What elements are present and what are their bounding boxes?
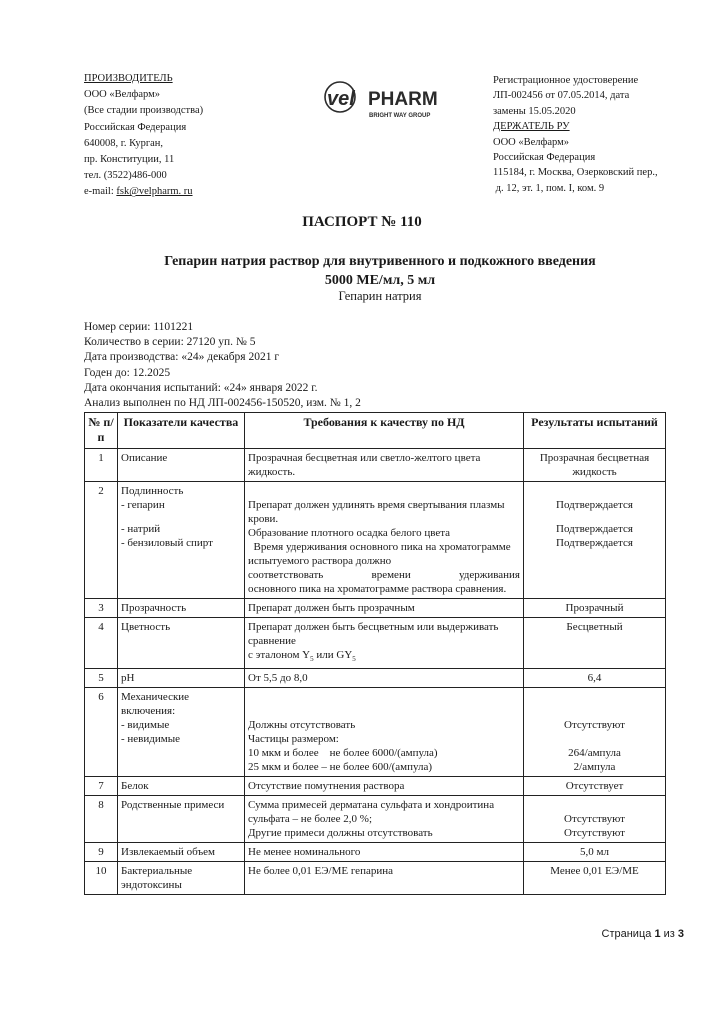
requirement-text: 25 мкм и более – не более 600/(ампула)	[248, 761, 433, 774]
velpharm-logo	[318, 78, 468, 124]
logo-subtitle: BRIGHT WAY GROUP	[369, 113, 431, 119]
row-result: Отсутствует	[524, 777, 666, 796]
holder-line: ООО «Велфарм»	[493, 136, 569, 148]
drug-name: Гепарин натрия раствор для внутривенного и подкожного введения 5000 МЕ/мл, 5 мл	[164, 254, 596, 288]
indicator-sub: - бензиловый спирт	[121, 537, 213, 549]
requirement-text: Препарат должен удлинять время свертывания плазмы крови.	[248, 499, 505, 525]
row-result: Прозрачная бесцветная жидкость	[524, 449, 666, 482]
analysis-standard: Анализ выполнен по НД ЛП-002456-150520, изм. № 1, 2	[84, 397, 361, 410]
row-num: 8	[85, 796, 118, 843]
table-row	[85, 599, 666, 618]
standard-y-index: 5	[310, 655, 314, 664]
requirement-text: Частицы размером:	[248, 733, 339, 746]
requirement-text: основного пика на хроматограмме раствора сравнения.	[248, 583, 507, 595]
table-row	[85, 618, 666, 669]
manufacturer-line: (Все стадии производства)	[84, 105, 204, 117]
row-indicator: Родственные примеси	[118, 796, 245, 843]
row-indicator: Прозрачность	[118, 599, 245, 618]
registration-line: ЛП-002456 от 07.05.2014, дата	[493, 90, 630, 102]
table-row	[85, 777, 666, 796]
header-num: № п/п	[85, 413, 118, 449]
row-num: 2	[85, 482, 118, 599]
row-requirement: Не более 0,01 ЕЭ/МЕ гепарина	[245, 862, 524, 895]
row-requirement	[245, 796, 524, 843]
row-num: 10	[85, 862, 118, 895]
logo-brand-right: PHARM	[368, 89, 438, 110]
row-result: 6,4	[524, 669, 666, 688]
indicator-sub: - видимые	[121, 719, 170, 732]
row-requirement: Не менее номинального	[245, 843, 524, 862]
row-num: 1	[85, 449, 118, 482]
table-row	[85, 449, 666, 482]
requirement-text: 10 мкм и более не более 6000/(ампула)	[248, 747, 438, 760]
indicator-sub: - натрий	[121, 523, 161, 535]
quality-table	[84, 412, 666, 895]
standard-gy-index: 5	[352, 655, 356, 664]
row-num: 4	[85, 618, 118, 669]
row-result: 5,0 мл	[524, 843, 666, 862]
requirement-text: Должны отсутствовать	[248, 719, 356, 732]
page-total: 3	[677, 928, 684, 940]
row-num: 9	[85, 843, 118, 862]
row-result: Менее 0,01 ЕЭ/МЕ	[524, 862, 666, 895]
requirement-text	[248, 648, 520, 666]
row-indicator: Описание	[118, 449, 245, 482]
table-row	[85, 843, 666, 862]
standard-gy: или GY	[313, 649, 353, 661]
result-text: Подтверждается	[556, 523, 633, 535]
manufacturer-header: ПРОИЗВОДИТЕЛЬ	[84, 73, 173, 84]
row-requirement: Препарат должен быть прозрачным	[245, 599, 524, 618]
row-result: Прозрачный	[524, 599, 666, 618]
result-text: 2/ампула	[573, 761, 616, 774]
table-row	[85, 669, 666, 688]
email-label: e-mail:	[84, 186, 117, 198]
row-num: 6	[85, 688, 118, 777]
table-row	[85, 482, 666, 599]
registration-line: Регистрационное удостоверение	[493, 75, 639, 86]
requirement-text: Препарат должен быть бесцветным или выдерживать сравнение	[248, 621, 499, 647]
page-counter	[602, 928, 684, 940]
registration-line: замены 15.05.2020	[493, 105, 576, 117]
result-text: Подтверждается	[556, 499, 633, 511]
row-result	[524, 688, 666, 777]
result-text: Отсутствуют	[564, 813, 625, 826]
row-requirement: От 5,5 до 8,0	[245, 669, 524, 688]
requirement-text: Образование плотного осадка белого цвета	[248, 527, 451, 539]
row-requirement	[245, 482, 524, 599]
manufacturer-line: тел. (3522)486-000	[84, 170, 167, 182]
test-end-date: Дата окончания испытаний: «24» января 2022 г.	[84, 381, 318, 394]
table-row	[85, 796, 666, 843]
row-result	[524, 796, 666, 843]
indicator-sub: - гепарин	[121, 499, 165, 511]
row-indicator: pH	[118, 669, 245, 688]
registration-block	[493, 73, 658, 196]
result-text: Подтверждается	[556, 537, 633, 549]
holder-line: д. 12, эт. 1, пом. I, ком. 9	[493, 182, 605, 194]
header-result: Результаты испытаний	[524, 413, 666, 449]
indicator-sub: - невидимые	[121, 733, 180, 746]
row-result	[524, 482, 666, 599]
manufacturer-email-line	[84, 184, 203, 200]
requirement-text: Время удерживания основного пика на хроматограмме испытуемого раствора должно	[248, 541, 514, 567]
row-requirement	[245, 618, 524, 669]
passport-title: ПАСПОРТ № 110	[302, 214, 422, 230]
batch-quantity: Количество в серии: 27120 уп. № 5	[84, 336, 256, 349]
row-requirement: Прозрачная бесцветная или светло-желтого цвета жидкость.	[245, 449, 524, 482]
manufacturer-line: Российская Федерация	[84, 121, 187, 133]
holder-line: 115184, г. Москва, Озерковский пер.,	[493, 167, 658, 179]
table-row	[85, 862, 666, 895]
header-requirement: Требования к качеству по НД	[245, 413, 524, 449]
logo-brand-left: vel	[327, 88, 355, 110]
table-row	[85, 688, 666, 777]
standard-y: с эталоном Y	[248, 649, 311, 661]
requirement-text: соответствовать времени удерживания	[248, 569, 520, 581]
row-indicator	[118, 482, 245, 599]
row-result: Бесцветный	[524, 618, 666, 669]
indicator-label: Подлинность	[121, 485, 184, 497]
manufacturer-line: 640008, г. Курган,	[84, 137, 164, 149]
manufacturer-line: пр. Конституции, 11	[84, 154, 175, 166]
row-requirement	[245, 688, 524, 777]
holder-line: Российская Федерация	[493, 152, 596, 164]
result-text: 264/ампула	[568, 747, 621, 760]
batch-number: Номер серии: 1101221	[84, 321, 194, 333]
row-indicator	[118, 688, 245, 777]
result-text: Отсутствуют	[564, 719, 625, 732]
page-counter-middle: из	[660, 928, 678, 940]
result-text: Отсутствуют	[564, 827, 625, 840]
header-indicator: Показатели качества	[118, 413, 245, 449]
row-num: 5	[85, 669, 118, 688]
requirement-text: Другие примеси должны отсутствовать	[248, 827, 433, 840]
row-indicator: Белок	[118, 777, 245, 796]
manufacturer-block	[84, 71, 203, 201]
row-indicator: Цветность	[118, 618, 245, 669]
row-indicator: Извлекаемый объем	[118, 843, 245, 862]
expiry-date: Годен до: 12.2025	[84, 366, 171, 379]
drug-inn: Гепарин натрия	[338, 289, 422, 303]
page-counter-prefix: Страница	[601, 928, 655, 940]
email-link[interactable]: fsk@velpharm. ru	[116, 186, 193, 198]
row-num: 3	[85, 599, 118, 618]
holder-header: ДЕРЖАТЕЛЬ РУ	[493, 121, 570, 133]
row-indicator: Бактериальные эндотоксины	[118, 862, 245, 895]
row-num: 7	[85, 777, 118, 796]
production-date: Дата производства: «24» декабря 2021 г	[84, 351, 280, 364]
table-header-row	[85, 413, 666, 449]
manufacturer-line: ООО «Велфарм»	[84, 89, 160, 101]
indicator-label: Механические включения:	[121, 691, 190, 718]
requirement-text: Сумма примесей дерматана сульфата и хондроитина сульфата – не более 2,0 %;	[248, 799, 495, 826]
page-current: 1	[654, 928, 661, 940]
batch-info	[84, 320, 361, 411]
row-requirement: Отсутствие помутнения раствора	[245, 777, 524, 796]
